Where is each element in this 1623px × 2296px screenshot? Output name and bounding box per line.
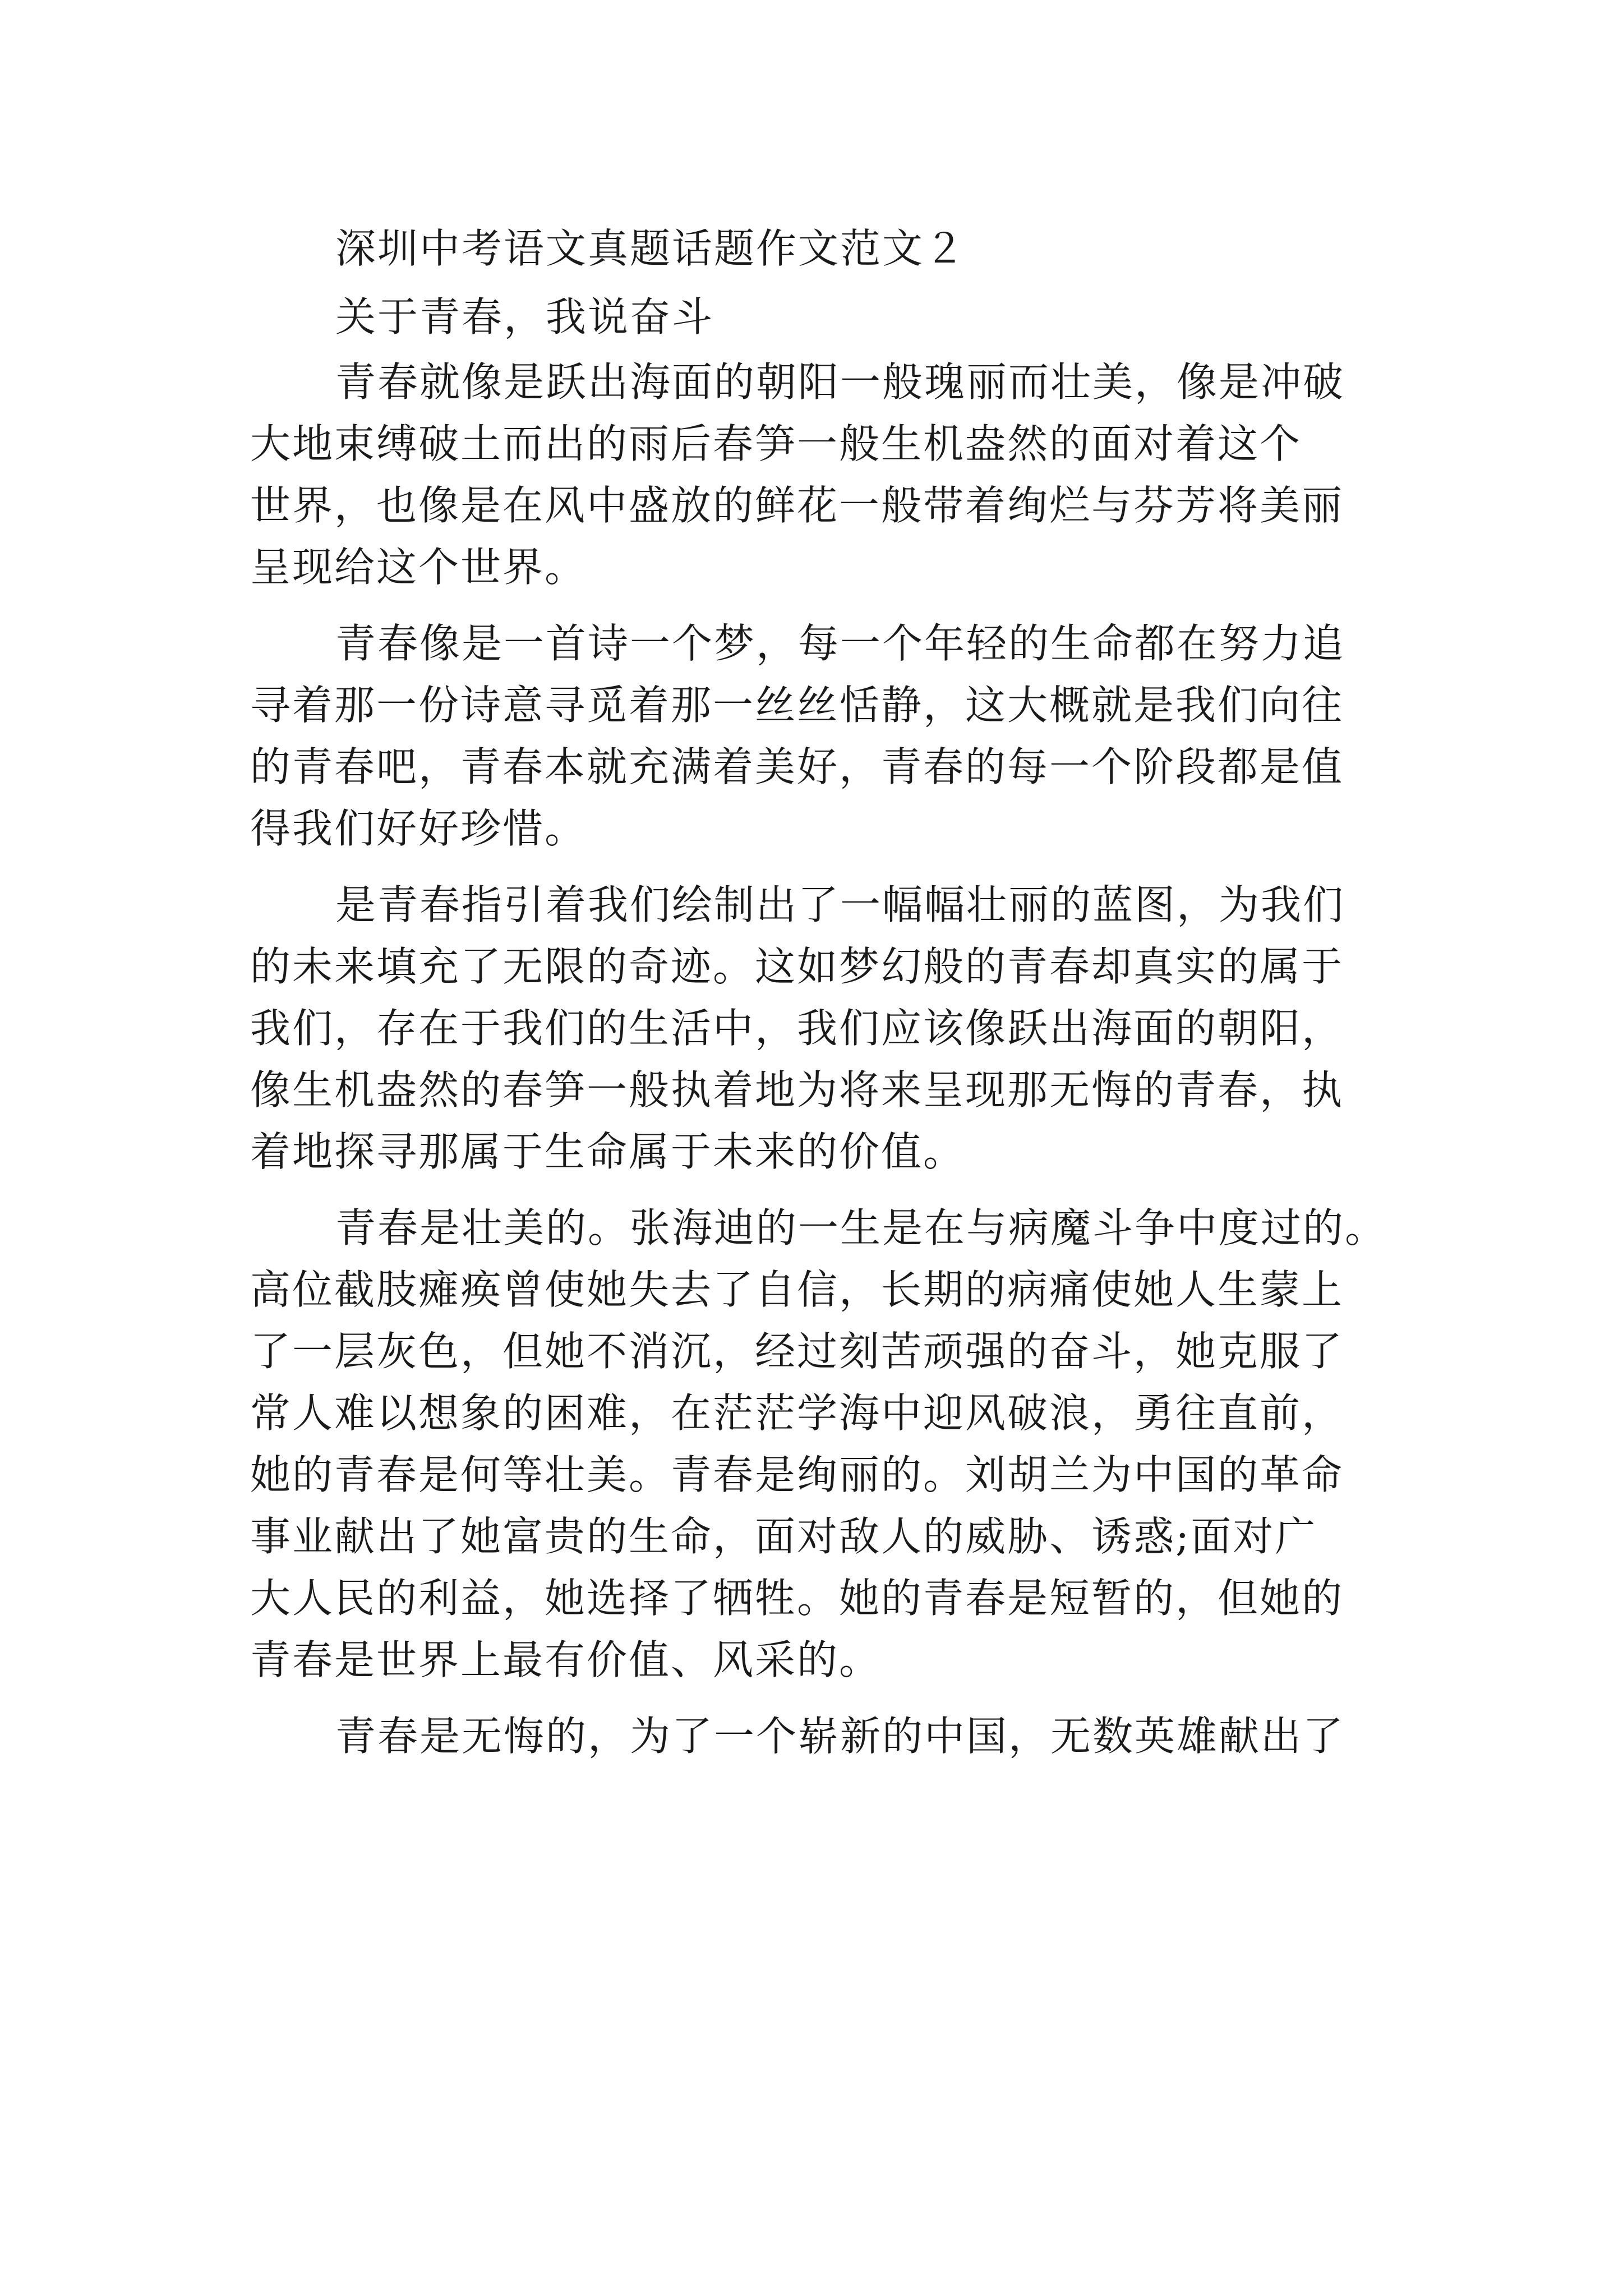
paragraph-line: 的青春吧，青春本就充满着美好，青春的每一个阶段都是值 [250, 743, 1344, 790]
paragraph-line: 呈现给这个世界。 [250, 544, 587, 591]
paragraph-line: 常人难以想象的困难，在茫茫学海中迎风破浪，勇往直前， [250, 1389, 1344, 1437]
paragraph-line: 大地束缚破土而出的雨后春笋一般生机盎然的面对着这个 [250, 420, 1302, 467]
paragraph-line: 了一层灰色，但她不消沉，经过刻苦顽强的奋斗，她克服了 [250, 1328, 1344, 1375]
document-body [250, 214, 1387, 1767]
paragraph-line: 世界，也像是在风中盛放的鲜花一般带着绚烂与芬芳将美丽 [250, 482, 1344, 529]
paragraph [250, 1705, 1377, 1767]
paragraph-line: 大人民的利益，她选择了牺牲。她的青春是短暂的，但她的 [250, 1575, 1344, 1622]
paragraph-line: 高位截肢瘫痪曾使她失去了自信，长期的病痛使她人生蒙上 [250, 1266, 1344, 1313]
paragraph-line: 得我们好好珍惜。 [250, 805, 587, 852]
paragraph-line: 着地探寻那属于生命属于未来的价值。 [250, 1128, 966, 1175]
paragraph-line: 青春是世界上最有价值、风采的。 [250, 1636, 882, 1683]
paragraph-line: 像生机盎然的春笋一般执着地为将来呈现那无悔的青春，执 [250, 1066, 1344, 1114]
document-subtitle: 关于青春，我说奋斗 [335, 293, 714, 341]
paragraph [250, 1197, 1387, 1691]
paragraph-line: 青春是壮美的。张海迪的一生是在与病魔斗争中度过的。 [335, 1204, 1387, 1251]
paragraph-line: 是青春指引着我们绘制出了一幅幅壮丽的蓝图，为我们 [335, 881, 1345, 928]
paragraph-line: 青春像是一首诗一个梦，每一个年轻的生命都在努力追 [335, 620, 1345, 667]
paragraph [250, 874, 1377, 1182]
paragraph-line: 我们，存在于我们的生活中，我们应该像跃出海面的朝阳， [250, 1005, 1344, 1052]
paragraph-line: 事业献出了她富贵的生命，面对敌人的威胁、诱惑;面对广 [250, 1513, 1317, 1560]
paragraph [250, 613, 1377, 859]
paragraph-line: 寻着那一份诗意寻觅着那一丝丝恬静，这大概就是我们向往 [250, 682, 1344, 729]
paragraph [250, 351, 1377, 598]
document-title: 深圳中考语文真题话题作文范文２ [335, 225, 967, 272]
paragraph-line: 她的青春是何等壮美。青春是绚丽的。刘胡兰为中国的革命 [250, 1451, 1344, 1498]
paragraph-line: 青春是无悔的，为了一个崭新的中国，无数英雄献出了 [335, 1713, 1345, 1760]
paragraph-line: 青春就像是跃出海面的朝阳一般瑰丽而壮美，像是冲破 [335, 358, 1345, 406]
paragraph-line: 的未来填充了无限的奇迹。这如梦幻般的青春却真实的属于 [250, 943, 1344, 990]
